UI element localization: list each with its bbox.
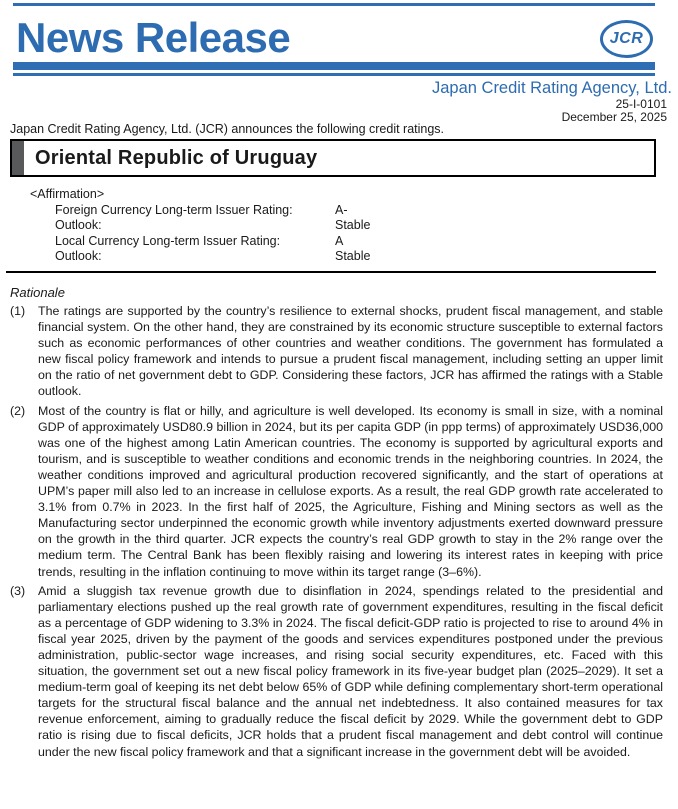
jcr-logo	[600, 20, 653, 58]
paragraph-text: Amid a sluggish tax revenue growth due to disinflation in 2024, spendings related to the presidential and parliamentary elections pushed up the real growth rate of government expenditures, resulting in the fiscal deficit as a percentage of GDP widening to 3.3% in 2024. The fiscal deficit-GDP ratio is projected to rise to around 4% in fiscal year 2025, driven by the payment of the goods and services expenditures postponed under the previous administration, public-sector wage increases, and rising social security expenditures, etc. Faced with this situation, the government set out a new fiscal policy framework in its five-year budget plan (2025–2029). It set a medium-term goal of keeping its net debt below 65% of GDP while defining complementary short-term operational targets for the structural fiscal balance and the annual net indebtedness. It also contained measures for tax revenue enforcement, aiming to gradually reduce the fiscal deficit by 2029. While the government debt to GDP ratio is rising due to fiscal deficits, JCR holds that a prudent fiscal management and debt control will continue under the new fiscal policy framework and that a significant increase in the government debt will be avoided.	[38, 583, 663, 759]
rating-value: Stable	[335, 249, 371, 264]
issuer-name: Oriental Republic of Uruguay	[35, 146, 318, 169]
rationale-section	[10, 285, 663, 763]
rating-label: Outlook:	[55, 249, 102, 264]
rating-value: A-	[335, 202, 348, 217]
top-rule	[13, 3, 655, 6]
rationale-paragraph	[10, 303, 663, 400]
rating-rows	[55, 203, 370, 265]
header-bar-thin	[13, 73, 655, 76]
issuer-box-tab	[12, 141, 24, 175]
issuer-title-box	[10, 139, 656, 177]
rating-label: Local Currency Long-term Issuer Rating:	[55, 233, 281, 248]
paragraph-text: The ratings are supported by the country’s resilience to external shocks, prudent fiscal management, and stable financial system. On the other hand, they are constrained by its economic structure susceptible to external factors such as economic performances of other countries and weather conditions. The government has formulated a new fiscal policy framework and intends to pursue a prudent fiscal management, including setting an upper limit on the ratio of net government debt to GDP. Considering these factors, JCR has affirmed the ratings with a Stable outlook.	[38, 304, 663, 399]
rating-row	[55, 218, 370, 234]
rating-label: Outlook:	[55, 218, 102, 233]
agency-name: Japan Credit Rating Agency, Ltd.	[431, 79, 672, 97]
announcement-text: Japan Credit Rating Agency, Ltd. (JCR) announces the following credit ratings.	[10, 122, 445, 136]
paragraph-number: (1)	[10, 304, 26, 318]
rating-row	[55, 203, 370, 219]
rationale-paragraph	[10, 583, 663, 760]
rating-value: Stable	[335, 218, 371, 233]
paragraph-number: (2)	[10, 403, 26, 418]
rationale-heading: Rationale	[10, 285, 65, 300]
rating-row	[55, 234, 370, 250]
rating-value: A	[335, 233, 344, 248]
page-title: News Release	[16, 14, 291, 61]
affirmation-heading: <Affirmation>	[30, 187, 105, 201]
release-date: December 25, 2025	[561, 110, 667, 124]
reference-number: 25-I-0101	[615, 97, 667, 111]
rating-row	[55, 249, 370, 265]
rating-label: Foreign Currency Long-term Issuer Rating:	[55, 202, 293, 217]
rationale-paragraph	[10, 403, 663, 580]
jcr-logo-text: JCR	[609, 30, 644, 47]
section-divider	[6, 271, 656, 273]
affirmation-section	[30, 187, 370, 265]
header-bar-thick	[13, 62, 655, 70]
paragraph-text: Most of the country is flat or hilly, and agriculture is well developed. Its economy is small in size, with a nominal GDP of approximately USD80.9 billion in 2024, but its per capita GDP (in ppp terms) of approximately USD36,000 was one of the highest among Latin American countries. The economy is supported by agricultural exports and tourism, and is susceptible to weather conditions and economic trends in the neighboring countries. In 2024, the weather conditions improved and agricultural production recovered significantly, and the start of operations at UPM’s paper mill also led to an increase in cellulose exports. As a result, the real GDP growth rate accelerated to 3.1% from 0.7% in 2023. In the first half of 2025, the Agriculture, Fishing and Mining sectors as well as the Manufacturing sector underpinned the economic growth while inventory adjustments exerted downward pressure on the growth in the third quarter. JCR expects the country’s real GDP growth to stay in the 2% range over the medium term. The Central Bank has been flexibly raising and lowering its interest rates in keeping with price trends, resulting in the inflation continuing to move within its target range (3–6%).	[38, 403, 663, 579]
paragraph-number: (3)	[10, 583, 26, 598]
